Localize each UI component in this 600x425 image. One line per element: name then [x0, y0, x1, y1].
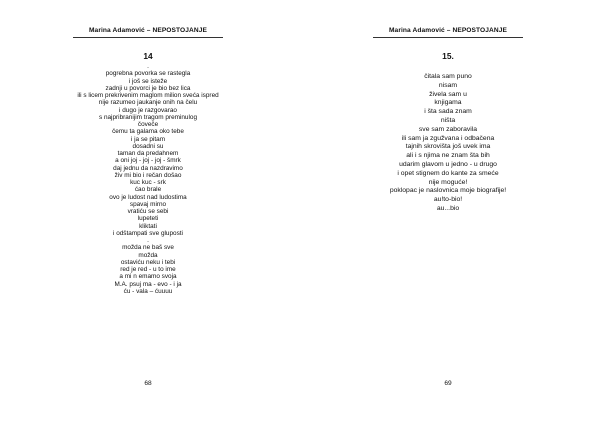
poem-line: dosadni su [132, 142, 164, 150]
right-page [300, 0, 600, 425]
poem-line: pogrebna povorka se rastegla [105, 70, 191, 78]
poem-line: ću - vala – ćuuuu [123, 287, 173, 295]
header-underline [73, 37, 223, 38]
poem-title: 14 [143, 51, 153, 61]
poem-line: i opet stignem do kante za smeće [397, 169, 499, 177]
poem-line: M.A. psuj ma - evo - i ja [114, 280, 182, 288]
poem-line: s najpribranijim tragom preminulog [98, 113, 198, 121]
poem-line: ništa [440, 116, 456, 124]
poem-line: ovo je ludost nad ludostima [109, 193, 187, 201]
poem-line: vratiću se sebi [127, 208, 169, 215]
header-text: Marina Adamović – NEPOSTOJANJE [88, 27, 208, 34]
poem-line: živ mi bio i rečan došao [114, 171, 182, 179]
page-number: 69 [444, 380, 452, 387]
header-underline [373, 37, 523, 38]
poem-line: i ja se pitam [130, 135, 166, 143]
poem-line: poklopac je naslovnica moje biografije! [389, 187, 507, 195]
poem-line: ili sam ja zgužvana i odbačena [401, 134, 495, 142]
poem-line: zadnji u povorci je bio bez lica [105, 84, 191, 92]
poem-line: nisam [438, 81, 458, 89]
poem-line: ostaviću neku i tebi [120, 258, 176, 266]
poem-line: a oni joj - joj - joj - šmrk [115, 157, 181, 165]
poem-line: au!to-bio! [433, 196, 463, 204]
poem-line: čoveče [137, 121, 159, 128]
poem-line: ili s licem prekrivenim maglom milion sveća ispred [77, 92, 219, 99]
poem-line: kliktati [139, 222, 157, 230]
poem-line: i šta sada znam [424, 108, 472, 116]
running-header [0, 27, 298, 34]
poem-line: čitala sam puno [424, 73, 472, 80]
poem-line: red je red - u to ime [120, 266, 176, 273]
poem-line: sve sam zaboravila [418, 125, 478, 133]
poem-line: i dugo je razgovarao [119, 106, 177, 114]
poem-line: daj jednu da nazdravimo [113, 164, 183, 172]
poem-line: knjigama [434, 99, 462, 107]
poem-line: možda ne baš sve [122, 244, 174, 252]
poem-line: i odštampati sve gluposti [113, 229, 183, 237]
header-text: Marina Adamović – NEPOSTOJANJE [388, 27, 508, 34]
running-header [298, 27, 598, 34]
poem-line: možda [138, 251, 158, 259]
poem-line: kuc kuc - srk [130, 179, 166, 186]
poem-title: 15. [442, 51, 454, 61]
poem-body [298, 73, 598, 214]
poem-line: udarim glavom u jedno - u drugo [399, 160, 497, 168]
poem-line: a mi n emamo svoja [119, 273, 177, 281]
poem-line: spavaj mirno [129, 200, 167, 208]
poem-line: au...bio [436, 204, 460, 212]
poem-line: . [147, 237, 149, 244]
poem-line: ćao brale [134, 186, 162, 194]
page-number: 68 [144, 380, 152, 387]
poem-line: čemu ta galama oko tebe [112, 128, 184, 136]
poem-line: tajnih skrovišta još uvek ima [405, 143, 491, 151]
poem-line: živela sam u [429, 90, 467, 98]
poem-line: i još se isteže [128, 77, 168, 85]
poem-line: nije moguće! [428, 178, 468, 186]
poem-line: . [147, 63, 149, 70]
poem-line: ali i s njima ne znam šta bih [406, 152, 490, 160]
poem-line: lupeteti [137, 215, 159, 223]
poem-line: nije razumeo jaukanje onih na čelu [98, 99, 198, 107]
poem-body [0, 63, 298, 295]
poem-line: taman da predahnem [117, 150, 179, 157]
